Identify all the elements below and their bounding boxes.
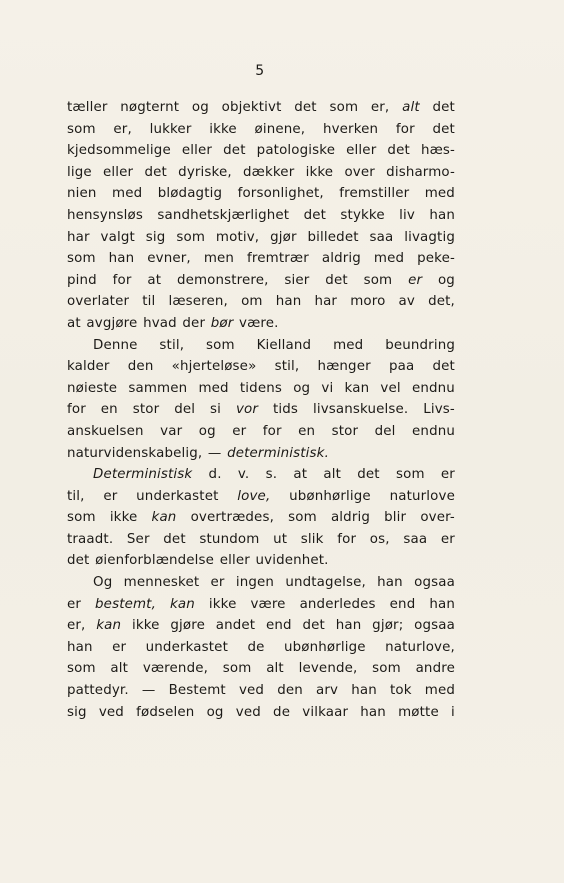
text-line: [67, 97, 455, 119]
text-line: [67, 313, 455, 335]
word: eller: [219, 553, 250, 569]
word: nøgternt: [120, 100, 180, 115]
text-line: [67, 507, 455, 529]
word: en: [298, 423, 316, 439]
text-line: [67, 183, 455, 205]
word: det: [432, 121, 455, 137]
word: stykke: [340, 207, 385, 223]
word: kan: [151, 510, 177, 526]
word: valgt: [100, 229, 135, 245]
word: hensynsløs: [67, 207, 143, 223]
word: ved: [238, 683, 265, 699]
word: forsonlighet,: [237, 186, 324, 202]
word: som: [329, 100, 359, 115]
word: Og: [93, 575, 113, 591]
word: stil,: [159, 337, 185, 353]
word: vilkaar: [302, 704, 349, 720]
word: det: [432, 359, 455, 375]
text-line: [67, 248, 455, 270]
word: ikke: [131, 618, 160, 634]
word: si: [210, 402, 222, 418]
word: kjedsommelige: [67, 143, 171, 159]
text-line: [67, 291, 455, 313]
text-line: [67, 615, 455, 637]
word: som: [176, 229, 206, 245]
word: læseren,: [168, 294, 228, 310]
word: ubønhørlige: [283, 639, 366, 655]
word: om: [241, 294, 263, 310]
word: paa: [388, 359, 415, 375]
word: han: [275, 294, 302, 310]
word: —: [207, 445, 222, 461]
word: være: [250, 596, 286, 612]
word: aldrig: [330, 510, 370, 526]
word: peke-: [417, 251, 455, 267]
text-line: [67, 443, 455, 465]
word: end: [266, 618, 292, 634]
word: traadt.: [67, 531, 114, 547]
word: v.: [237, 467, 250, 483]
text-line: [67, 637, 455, 659]
word: dyriske,: [178, 164, 232, 180]
word: var: [160, 423, 183, 439]
text-line: [67, 702, 455, 724]
word: andet: [215, 618, 256, 634]
text-line: [67, 486, 455, 508]
word: han: [429, 596, 455, 612]
word: det: [357, 467, 380, 483]
word: kalder: [67, 359, 110, 375]
word: er: [232, 423, 247, 439]
word: han: [335, 618, 362, 634]
word: livagtig: [404, 229, 455, 245]
word: som: [395, 467, 425, 483]
word: evner,: [147, 251, 191, 267]
word: ikke: [109, 510, 138, 526]
word: mennesket: [123, 575, 200, 591]
word: gjør;: [372, 618, 404, 634]
word: hvad: [143, 315, 177, 331]
word: Kielland: [256, 337, 312, 353]
word: med: [112, 186, 143, 202]
word: han: [360, 704, 386, 720]
word: som: [67, 510, 96, 526]
word: objektivt: [221, 100, 282, 115]
word: alt: [110, 661, 129, 677]
word: for: [67, 402, 86, 418]
word: har: [314, 294, 338, 310]
word: vor: [235, 402, 259, 418]
word: alt: [323, 467, 342, 483]
word: Ser: [126, 531, 150, 547]
word: at: [293, 467, 308, 483]
word: er: [210, 575, 225, 591]
word: med: [333, 337, 364, 353]
word: sandhetskjærlighet: [157, 207, 290, 223]
word: andre: [415, 661, 455, 677]
word: er,: [370, 100, 390, 115]
word: naturlove,: [385, 639, 455, 655]
word: for: [337, 531, 357, 547]
text-line: [67, 658, 455, 680]
word: og: [293, 380, 311, 396]
word: den: [127, 359, 154, 375]
word: med: [198, 380, 229, 396]
word: som: [67, 121, 96, 137]
word: demonstrere,: [176, 272, 269, 288]
word: han: [67, 639, 93, 655]
word: til,: [67, 488, 85, 504]
word: han: [108, 251, 135, 267]
word: som: [372, 661, 401, 677]
word: fremstiller: [339, 186, 410, 202]
word: han: [351, 683, 377, 699]
word: lige: [67, 164, 92, 180]
word: sig: [67, 704, 87, 720]
word: fødselen: [136, 704, 195, 720]
word: motiv,: [215, 229, 260, 245]
text-line: [67, 594, 455, 616]
word: han: [429, 207, 455, 223]
word: tids: [272, 402, 299, 418]
word: værende,: [142, 661, 209, 677]
word: ikke: [209, 121, 237, 137]
word: er: [408, 272, 423, 288]
word: —: [141, 683, 156, 699]
word: kan: [169, 596, 195, 612]
word: endnu: [412, 423, 455, 439]
word: hænger: [317, 359, 371, 375]
text-line: [67, 550, 455, 572]
word: det: [387, 143, 410, 159]
text-line: [67, 162, 455, 184]
word: hverken: [322, 121, 379, 137]
text-line: [67, 119, 455, 141]
word: del: [374, 423, 396, 439]
text-line: [67, 335, 455, 357]
word: ogsaa: [414, 575, 455, 591]
text-line: [67, 378, 455, 400]
word: sig: [145, 229, 166, 245]
word: ved: [98, 704, 124, 720]
word: og: [198, 423, 216, 439]
word: det: [302, 618, 325, 634]
word: saa: [369, 229, 394, 245]
word: sammen: [128, 380, 188, 396]
word: som: [222, 661, 252, 677]
word: en: [100, 402, 118, 418]
word: som: [363, 272, 393, 288]
word: kan: [344, 380, 370, 396]
word: stor: [331, 423, 359, 439]
word: billedet: [307, 229, 359, 245]
word: alt: [266, 661, 284, 677]
word: det: [67, 553, 90, 569]
word: som: [288, 510, 317, 526]
body-text: [67, 97, 455, 723]
word: er,: [67, 618, 86, 634]
word: hæs-: [420, 143, 455, 159]
word: saa: [403, 531, 428, 547]
word: lukker: [149, 121, 192, 137]
word: ut: [273, 531, 288, 547]
word: nien: [67, 186, 97, 202]
word: blir: [384, 510, 407, 526]
word: er: [67, 596, 82, 612]
word: nøieste: [67, 380, 118, 396]
word: som: [67, 251, 96, 267]
word: over-: [420, 510, 455, 526]
word: vel: [380, 380, 401, 396]
word: naturlove: [389, 488, 455, 504]
word: stundom: [199, 531, 260, 547]
word: ogsaa: [414, 618, 455, 634]
word: at: [67, 315, 81, 331]
word: alt: [402, 100, 420, 115]
word: det: [223, 143, 246, 159]
word: ikke: [305, 164, 334, 180]
word: liv: [399, 207, 415, 223]
word: overtrædes,: [190, 510, 274, 526]
word: som: [67, 661, 96, 677]
word: stor: [132, 402, 160, 418]
word: for: [112, 272, 132, 288]
word: Livs-: [423, 402, 455, 418]
word: og: [437, 272, 455, 288]
word: tok: [389, 683, 412, 699]
text-line: [67, 205, 455, 227]
word: tidens: [239, 380, 282, 396]
word: er: [440, 531, 455, 547]
word: som: [206, 337, 235, 353]
text-line: [67, 270, 455, 292]
word: han: [377, 575, 403, 591]
word: for: [395, 121, 415, 137]
text-line: [67, 421, 455, 443]
word: endnu: [411, 380, 455, 396]
word: og: [191, 100, 209, 115]
word: den: [277, 683, 303, 699]
word: øienforblændelse: [95, 553, 215, 569]
word: ved: [235, 704, 261, 720]
word: øinene,: [254, 121, 306, 137]
word: av: [398, 294, 415, 310]
word: med: [424, 186, 455, 202]
word: bør: [210, 315, 234, 331]
word: anskuelsen: [67, 423, 144, 439]
word: med: [424, 683, 455, 699]
word: det: [144, 164, 167, 180]
word: det: [303, 207, 327, 223]
word: naturvidenskabelig,: [67, 445, 203, 461]
word: har: [67, 229, 90, 245]
text-line: [67, 399, 455, 421]
word: være.: [239, 315, 279, 331]
word: Bestemt: [168, 683, 226, 699]
word: er: [440, 467, 455, 483]
word: i: [451, 704, 455, 720]
word: undtagelse,: [285, 575, 366, 591]
word: det: [325, 272, 348, 288]
page-number: 5: [255, 63, 265, 79]
word: dækker: [243, 164, 295, 180]
word: til: [142, 294, 156, 310]
word: gjøre: [170, 618, 205, 634]
word: deterministisk.: [227, 445, 329, 461]
word: Deterministisk: [93, 467, 193, 483]
word: men: [203, 251, 235, 267]
word: eller: [103, 164, 134, 180]
word: love,: [237, 488, 271, 504]
word: anderledes: [299, 596, 376, 612]
word: er: [112, 639, 127, 655]
word: at: [147, 272, 162, 288]
word: er: [103, 488, 118, 504]
word: gjør: [270, 229, 297, 245]
word: over: [344, 164, 375, 180]
word: de: [273, 704, 291, 720]
word: og: [206, 704, 224, 720]
word: del: [174, 402, 196, 418]
word: bestemt,: [95, 596, 156, 612]
word: eller: [346, 143, 377, 159]
word: «hjerteløse»: [171, 359, 257, 375]
word: os,: [369, 531, 390, 547]
word: moro: [350, 294, 386, 310]
text-line: [67, 529, 455, 551]
word: levende,: [298, 661, 358, 677]
word: patologiske: [256, 143, 336, 159]
text-line: [67, 572, 455, 594]
word: Denne: [93, 337, 138, 353]
word: ubønhørlige: [289, 488, 371, 504]
word: tæller: [67, 100, 108, 115]
word: fremtrær: [247, 251, 309, 267]
word: end: [389, 596, 416, 612]
word: det: [294, 100, 317, 115]
word: vi: [321, 380, 334, 396]
word: underkastet: [145, 639, 228, 655]
text-line: [67, 140, 455, 162]
text-line: [67, 356, 455, 378]
word: arv: [316, 683, 339, 699]
word: med: [373, 251, 405, 267]
word: er,: [113, 121, 132, 137]
text-line: [67, 464, 455, 486]
word: sier: [284, 272, 310, 288]
word: uvidenhet.: [255, 553, 329, 569]
word: overlater: [67, 294, 130, 310]
word: blødagtig: [157, 186, 223, 202]
word: beundring: [385, 337, 455, 353]
word: underkastet: [136, 488, 219, 504]
word: kan: [96, 618, 122, 634]
word: for: [262, 423, 282, 439]
word: eller: [181, 143, 213, 159]
word: det,: [428, 294, 455, 310]
word: møtte: [398, 704, 439, 720]
word: aldrig: [321, 251, 361, 267]
word: d.: [208, 467, 222, 483]
word: pind: [67, 272, 97, 288]
word: stil,: [274, 359, 300, 375]
word: livsanskuelse.: [312, 402, 409, 418]
text-line: [67, 227, 455, 249]
word: disharmo-: [386, 164, 455, 180]
word: det: [163, 531, 186, 547]
word: ikke: [208, 596, 237, 612]
word: der: [182, 315, 206, 331]
word: ingen: [235, 575, 275, 591]
word: avgjøre: [86, 315, 138, 331]
word: slik: [300, 531, 324, 547]
word: de: [247, 639, 265, 655]
word: s.: [265, 467, 278, 483]
word: det: [432, 100, 455, 115]
word: pattedyr.: [67, 683, 129, 699]
text-line: [67, 680, 455, 702]
